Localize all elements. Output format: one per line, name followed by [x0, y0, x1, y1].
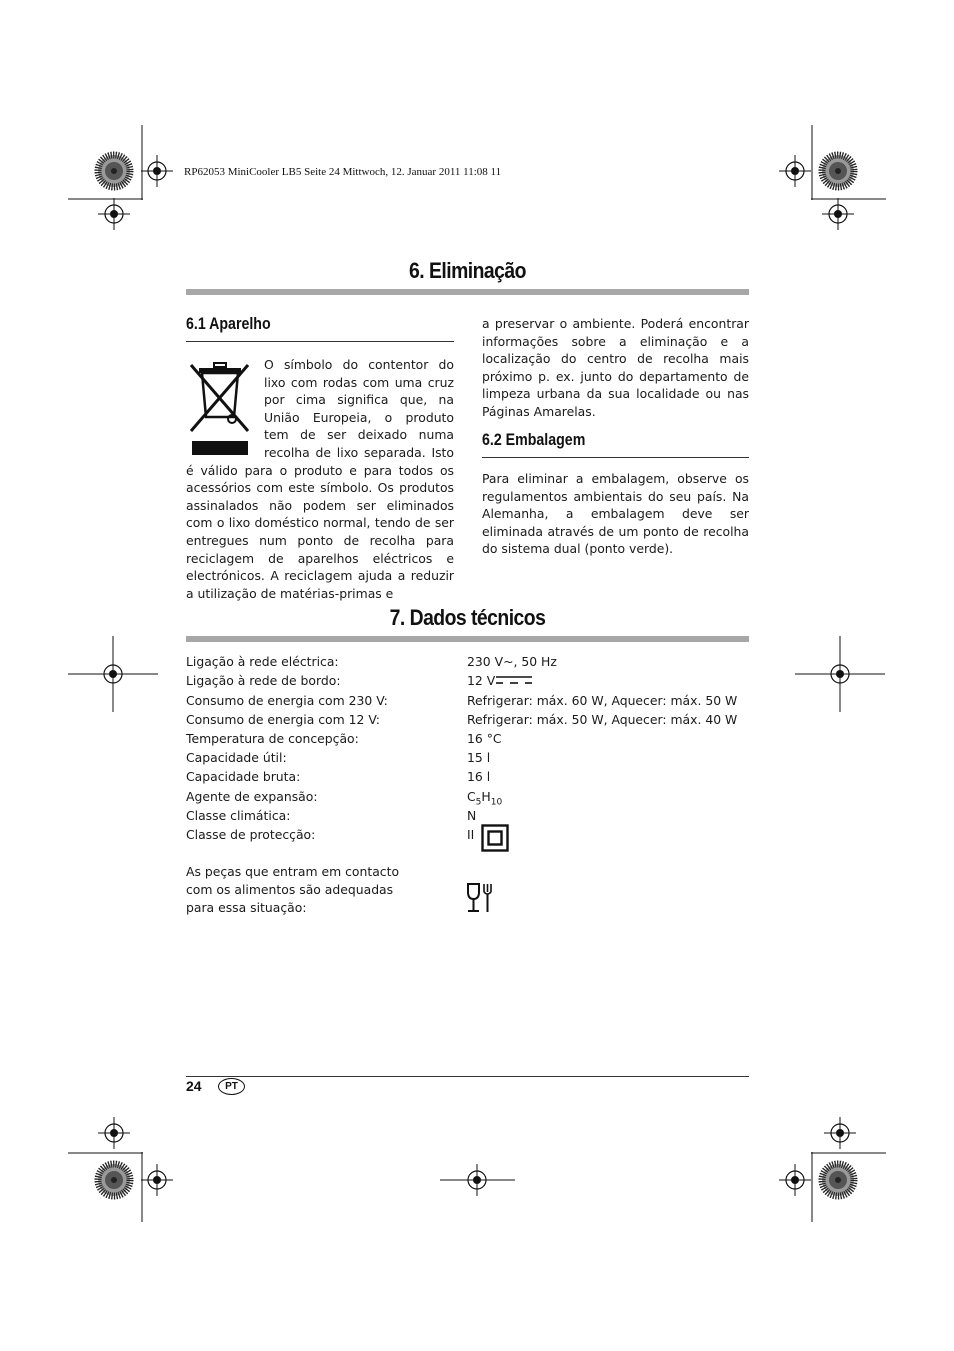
print-info: RP62053 MiniCooler LB5 Seite 24 Mittwoch, 12. Januar 2011 11:08 11	[184, 166, 502, 178]
spec-value	[467, 673, 533, 689]
spec-label: Ligação à rede eléctrica:	[186, 654, 339, 669]
food-note-line: As peças que entram em contacto	[186, 864, 400, 879]
spec-label: Capacidade bruta:	[186, 769, 301, 784]
spec-value: N	[467, 808, 477, 823]
crossed-wheelie-bin-icon	[186, 361, 254, 459]
section-6-rule	[186, 289, 749, 295]
spec-value: II	[467, 827, 475, 842]
spec-value: Refrigerar: máx. 60 W, Aquecer: máx. 50 W	[467, 693, 738, 708]
page-number: 24	[186, 1078, 202, 1094]
disposal-device-text	[186, 356, 454, 602]
subsection-6-1-rule	[186, 341, 454, 342]
food-note-line: para essa situação:	[186, 900, 307, 915]
dc-current-icon	[495, 674, 533, 686]
spec-label: Consumo de energia com 230 V:	[186, 693, 388, 708]
spec-label: Temperatura de concepção:	[186, 731, 359, 746]
food-note-line: com os alimentos são adequadas	[186, 882, 394, 897]
subsection-6-2-rule	[482, 457, 749, 458]
disposal-device-paragraph-cont: a preservar o ambiente. Poderá encontrar informações sobre a eliminação e a localização do centro de recolha mais próximo p. ex. junto do departamento de limpeza urbana da sua localidade ou nas Páginas Amarelas.	[482, 316, 749, 419]
spec-label: Capacidade útil:	[186, 750, 287, 765]
spec-value-text: 12 V	[467, 673, 496, 688]
spec-label: Classe de protecção:	[186, 827, 316, 842]
formula-sub-10: 10	[490, 797, 503, 808]
subsection-6-1-title: 6.1 Aparelho	[186, 315, 271, 333]
formula-h: H	[481, 789, 491, 804]
subsection-6-2-title: 6.2 Embalagem	[482, 431, 586, 449]
section-7-rule	[186, 636, 749, 642]
section-6-title: 6. Eliminação	[409, 258, 526, 283]
food-safe-icon	[466, 882, 494, 914]
spec-value: Refrigerar: máx. 50 W, Aquecer: máx. 40 W	[467, 712, 738, 727]
formula-sub-5: 5	[475, 797, 482, 808]
spec-value: 16 °C	[467, 731, 502, 746]
spec-value: 230 V~, 50 Hz	[467, 654, 557, 669]
section-7-title: 7. Dados técnicos	[389, 605, 546, 630]
disposal-packaging-paragraph: Para eliminar a embalagem, observe os regulamentos ambientais do seu país. Na Alemanha, a embalagem deve ser eliminada através de um ponto de recolha do sistema dual (ponto verde).	[482, 471, 749, 557]
footer-rule	[186, 1076, 749, 1077]
language-badge: PT	[218, 1078, 245, 1095]
disposal-device-paragraph: O símbolo do contentor do lixo com rodas com uma cruz por cima significa que, na União Europeia, o produto tem de ser deixado numa recolha de lixo separada. Isto é válido para o produto e para todos os acessórios com este símbolo. Os produtos assinalados não podem ser eliminados com o lixo doméstico normal, tendo de ser entregues num ponto de recolha para reciclagem de aparelhos eléctricos e electrónicos. A reciclagem ajuda a reduzir a utilização de matérias-primas e	[186, 357, 454, 601]
spec-label: Consumo de energia com 12 V:	[186, 712, 380, 727]
formula-c: C	[467, 789, 476, 804]
spec-label: Agente de expansão:	[186, 789, 318, 804]
spec-value: 16 l	[467, 769, 491, 784]
spec-label: Classe climática:	[186, 808, 291, 823]
protection-class-ii-icon	[481, 824, 509, 852]
spec-label: Ligação à rede de bordo:	[186, 673, 341, 688]
spec-value: 15 l	[467, 750, 491, 765]
